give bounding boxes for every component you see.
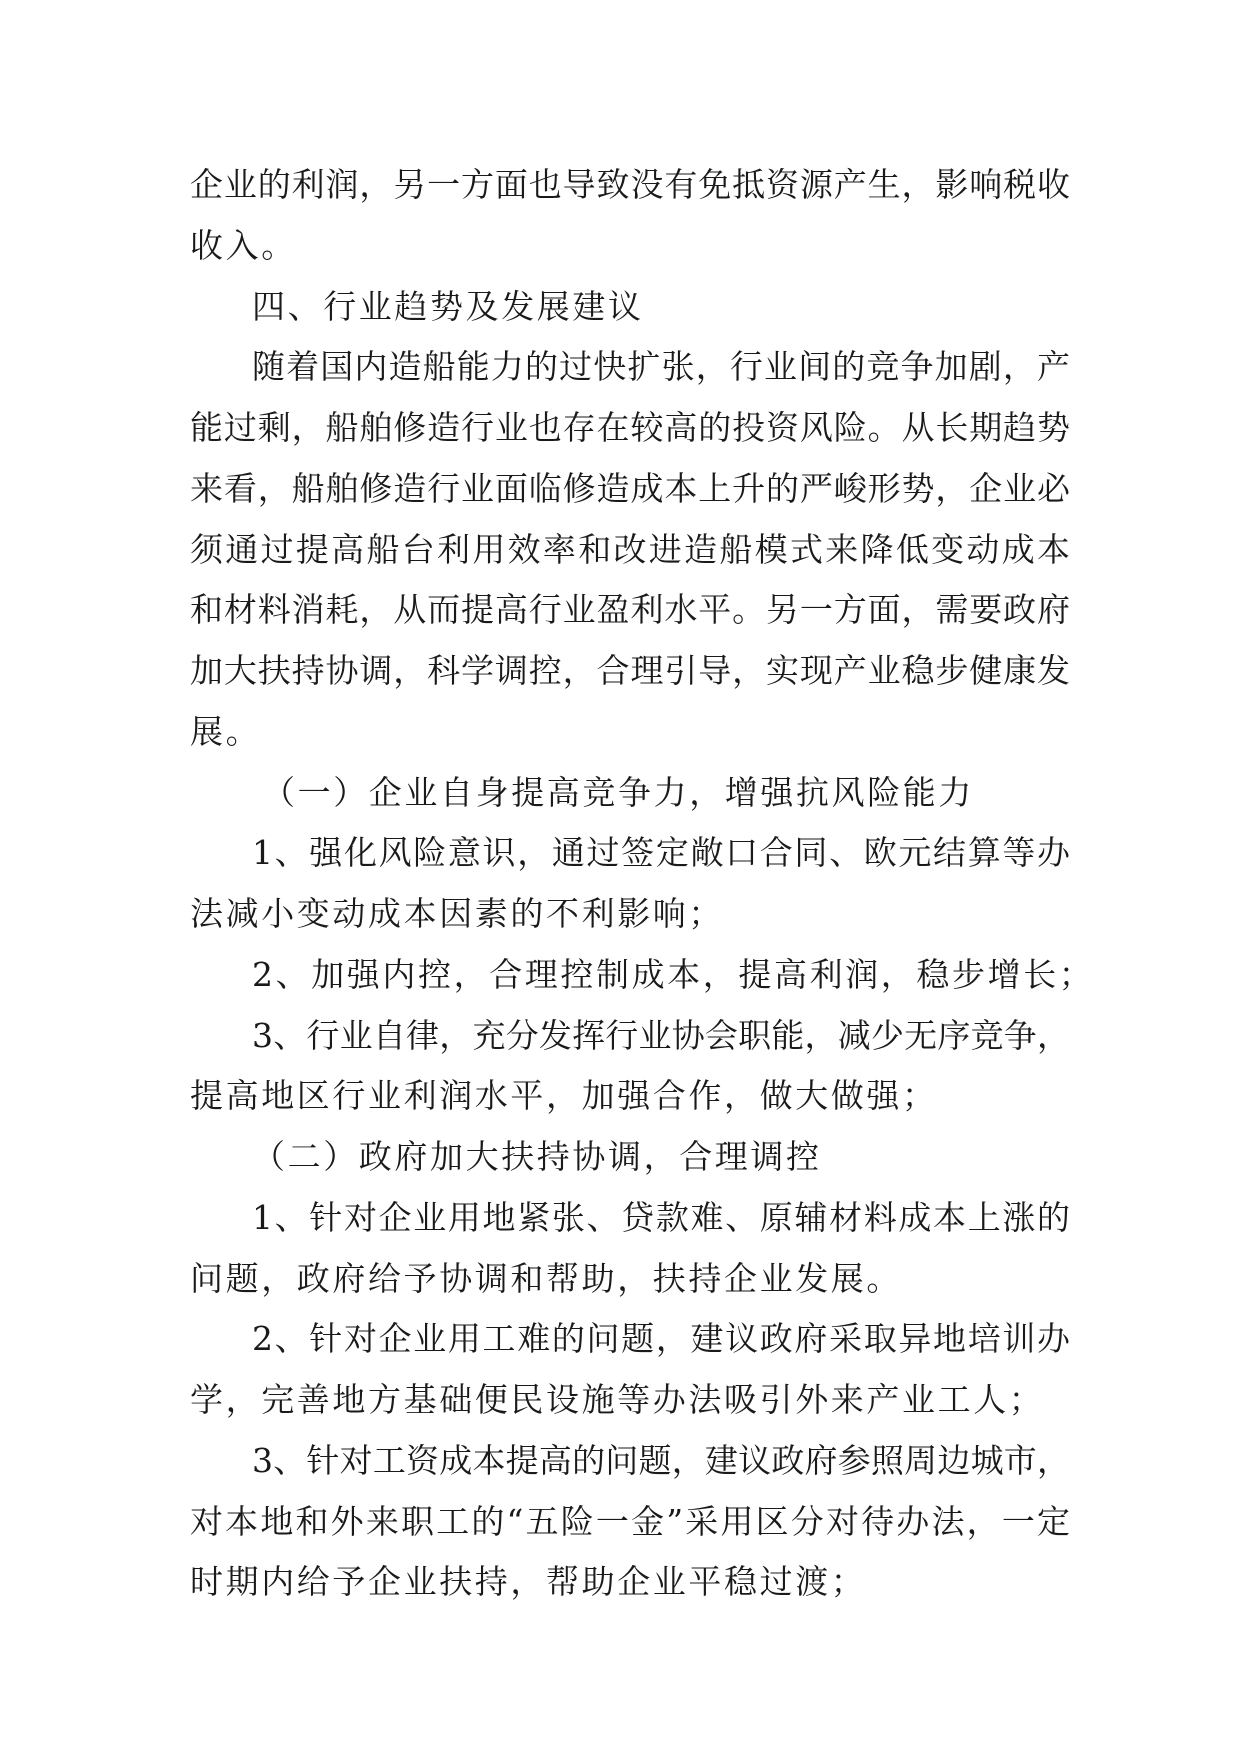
list-item: 3、行业自律，充分发挥行业协会职能，减少无序竞争， [252, 1016, 1070, 1055]
text-line: 企业的利润，另一方面也导致没有免抵资源产生，影响税收 [190, 165, 1070, 204]
text-line: 法减小变动成本因素的不利影响； [190, 894, 724, 933]
list-item: 1、针对企业用地紧张、贷款难、原辅材料成本上涨的 [252, 1198, 1070, 1237]
text-line: 来看，船舶修造行业面临修造成本上升的严峻形势，企业必 [190, 469, 1070, 508]
text-line: 须通过提高船台利用效率和改进造船模式来降低变动成本 [190, 530, 1070, 569]
text-line: 和材料消耗，从而提高行业盈利水平。另一方面，需要政府 [190, 590, 1070, 629]
subsection-heading: （二）政府加大扶持协调，合理调控 [252, 1137, 822, 1176]
list-item: 2、针对企业用工难的问题，建议政府采取异地培训办 [252, 1319, 1070, 1358]
list-item: 3、针对工资成本提高的问题，建议政府参照周边城市， [252, 1441, 1070, 1480]
text-line: 收入。 [190, 226, 297, 265]
text-line: 学，完善地方基础便民设施等办法吸引外来产业工人； [190, 1380, 1045, 1419]
text-line: 加大扶持协调，科学调控，合理引导，实现产业稳步健康发 [190, 651, 1070, 690]
text-line: 提高地区行业利润水平，加强合作，做大做强； [190, 1076, 938, 1115]
subsection-heading: （一）企业自身提高竞争力，增强抗风险能力 [262, 773, 974, 812]
text-line: 问题，政府给予协调和帮助，扶持企业发展。 [190, 1259, 902, 1298]
text-line: 时期内给予企业扶持，帮助企业平稳过渡； [190, 1562, 867, 1601]
text-line: 能过剩，船舶修造行业也存在较高的投资风险。从长期趋势 [190, 408, 1070, 447]
section-heading: 四、行业趋势及发展建议 [252, 287, 644, 326]
text-line: 对本地和外来职工的“五险一金”采用区分对待办法，一定 [190, 1502, 1070, 1541]
list-item: 2、加强内控，合理控制成本，提高利润，稳步增长； [252, 955, 1095, 994]
text-line: 展。 [190, 712, 262, 751]
text-line: 随着国内造船能力的过快扩张，行业间的竞争加剧，产 [252, 347, 1070, 386]
list-item: 1、强化风险意识，通过签定敞口合同、欧元结算等办 [252, 833, 1070, 872]
